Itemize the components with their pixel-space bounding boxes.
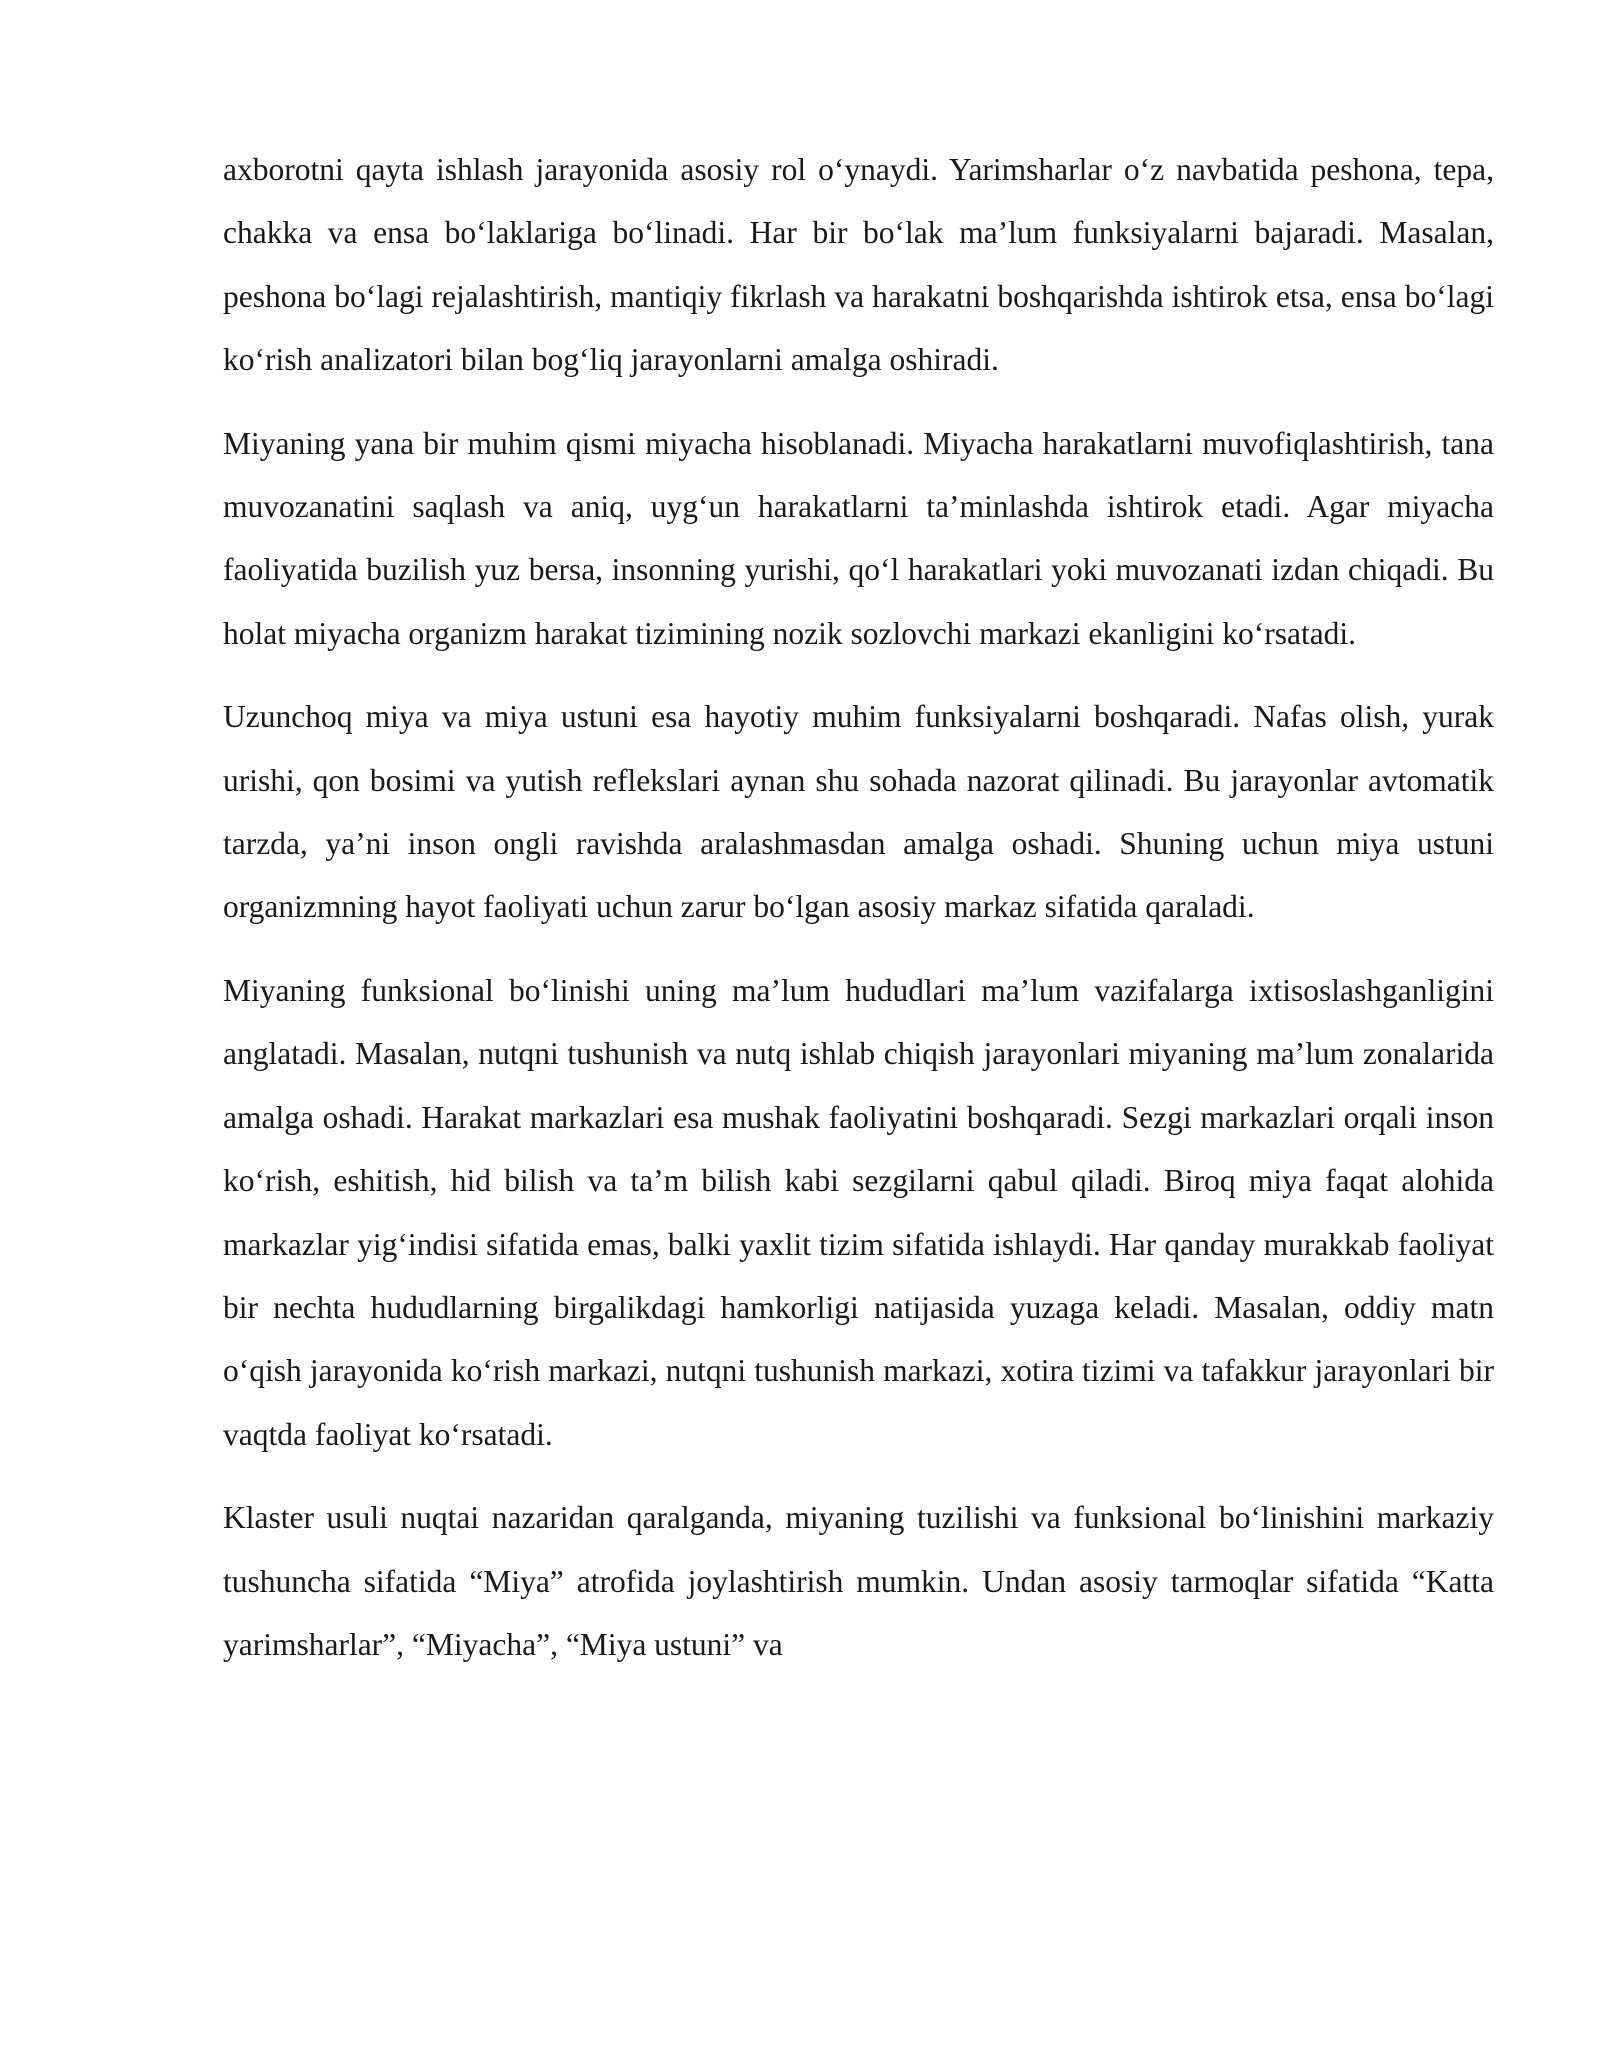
paragraph-5: Klaster usuli nuqtai nazaridan qaralganda, miyaning tuzilishi va funksional bo‘linishini markaziy tushuncha sifatida “Miya” atrofida joylashtirish mumkin. Undan asosiy tarmoqlar sifatida “Katta yarimsharlar”, “Miyacha”, “Miya ustuni” va	[223, 1500, 1494, 1662]
paragraph-4: Miyaning funksional bo‘linishi uning ma’lum hududlari ma’lum vazifalarga ixtisoslashganligini anglatadi. Masalan, nutqni tushunish va nutq ishlab chiqish jarayonlari miyaning ma’lum zonalarida amalga oshadi. Harakat markazlari esa mushak faoliyatini boshqaradi. Sezgi markazlari orqali inson ko‘rish, eshitish, hid bilish va ta’m bilish kabi sezgilarni qabul qiladi. Biroq miya faqat alohida markazlar yig‘indisi sifatida emas, balki yaxlit tizim sifatida ishlaydi. Har qanday murakkab faoliyat bir nechta hududlarning birgalikdagi hamkorligi natijasida yuzaga keladi. Masalan, oddiy matn o‘qish jarayonida ko‘rish markazi, nutqni tushunish markazi, xotira tizimi va tafakkur jarayonlari bir vaqtda faoliyat ko‘rsatadi.	[223, 972, 1494, 1452]
paragraph-3: Uzunchoq miya va miya ustuni esa hayotiy muhim funksiyalarni boshqaradi. Nafas olish, yurak urishi, qon bosimi va yutish reflekslari aynan shu sohada nazorat qilinadi. Bu jarayonlar avtomatik tarzda, ya’ni inson ongli ravishda aralashmasdan amalga oshadi. Shuning uchun miya ustuni organizmning hayot faoliyati uchun zarur bo‘lgan asosiy markaz sifatida qaraladi.	[223, 699, 1494, 925]
paragraph-2: Miyaning yana bir muhim qismi miyacha hisoblanadi. Miyacha harakatlarni muvofiqlashtirish, tana muvozanatini saqlash va aniq, uyg‘un harakatlarni ta’minlashda ishtirok etadi. Agar miyacha faoliyatida buzilish yuz bersa, insonning yurishi, qo‘l harakatlari yoki muvozanati izdan chiqadi. Bu holat miyacha organizm harakat tizimining nozik sozlovchi markazi ekanligini ko‘rsatadi.	[223, 425, 1494, 651]
paragraph-1: axborotni qayta ishlash jarayonida asosiy rol o‘ynaydi. Yarimsharlar o‘z navbatida peshona, tepa, chakka va ensa bo‘laklariga bo‘linadi. Har bir bo‘lak ma’lum funksiyalarni bajaradi. Masalan, peshona bo‘lagi rejalashtirish, mantiqiy fikrlash va harakatni boshqarishda ishtirok etsa, ensa bo‘lagi ko‘rish analizatori bilan bog‘liq jarayonlarni amalga oshiradi.	[223, 152, 1494, 378]
document-body	[223, 138, 1494, 1696]
